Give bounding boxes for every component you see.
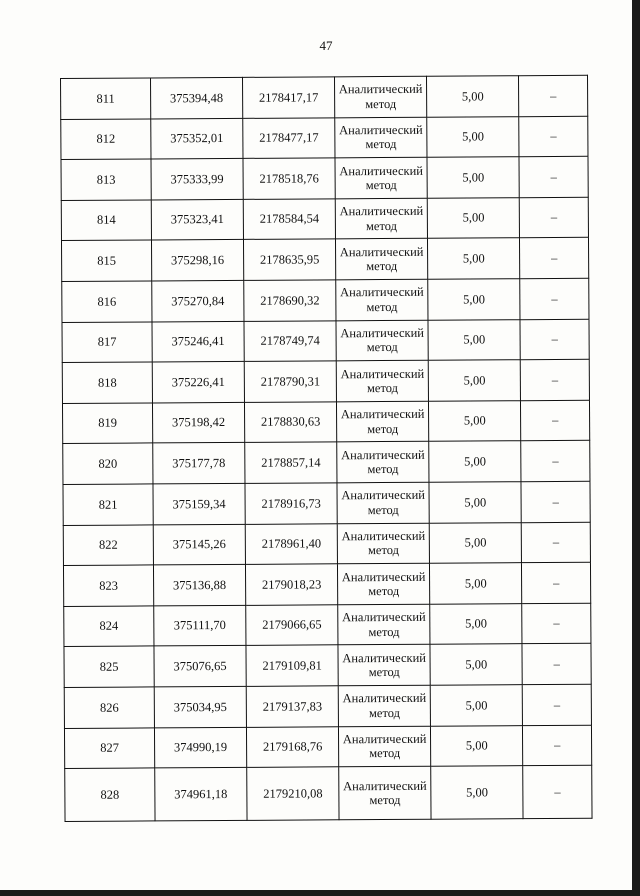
error-cell: 5,00 — [428, 238, 520, 279]
table-row-826 — [64, 684, 591, 728]
point-number-cell: 824 — [64, 606, 154, 647]
error-cell: 5,00 — [428, 319, 520, 360]
method-cell: Аналитический метод — [338, 645, 430, 686]
table-row-817 — [62, 319, 589, 363]
error-cell: 5,00 — [427, 197, 519, 238]
x-coordinate-cell: 375352,01 — [151, 118, 243, 159]
method-cell: Аналитический метод — [337, 482, 429, 523]
table-row-827 — [64, 725, 591, 769]
method-cell: Аналитический метод — [335, 198, 427, 239]
y-coordinate-cell: 2178857,14 — [245, 442, 337, 483]
method-cell: Аналитический метод — [335, 76, 427, 117]
table-row-811 — [61, 75, 588, 119]
method-cell: Аналитический метод — [337, 442, 429, 483]
x-coordinate-cell: 375270,84 — [152, 280, 244, 321]
y-coordinate-cell: 2178635,95 — [243, 239, 335, 280]
y-coordinate-cell: 2178584,54 — [243, 199, 335, 240]
table-row-816 — [62, 278, 589, 322]
x-coordinate-cell: 375111,70 — [154, 605, 246, 646]
error-cell: 5,00 — [430, 603, 522, 644]
error-cell: 5,00 — [428, 360, 520, 401]
method-cell: Аналитический метод — [338, 604, 430, 645]
x-coordinate-cell: 374990,19 — [154, 727, 246, 768]
note-cell: – — [522, 684, 591, 725]
note-cell: – — [521, 481, 590, 522]
error-cell: 5,00 — [430, 563, 522, 604]
table-row-820 — [63, 441, 590, 485]
error-cell: 5,00 — [429, 482, 521, 523]
error-cell: 5,00 — [429, 400, 521, 441]
error-cell: 5,00 — [427, 157, 519, 198]
method-cell: Аналитический метод — [337, 523, 429, 564]
y-coordinate-cell: 2179018,23 — [245, 564, 337, 605]
x-coordinate-cell: 375177,78 — [153, 443, 245, 484]
method-cell: Аналитический метод — [336, 360, 428, 401]
method-cell: Аналитический метод — [339, 766, 431, 820]
error-cell: 5,00 — [427, 76, 519, 117]
method-cell: Аналитический метод — [335, 157, 427, 198]
error-cell: 5,00 — [431, 766, 523, 820]
note-cell: – — [520, 238, 589, 279]
point-number-cell: 820 — [63, 443, 153, 484]
y-coordinate-cell: 2179137,83 — [246, 686, 338, 727]
coordinates-table-body — [61, 75, 593, 821]
error-cell: 5,00 — [431, 725, 523, 766]
y-coordinate-cell: 2179210,08 — [247, 767, 339, 821]
y-coordinate-cell: 2178417,17 — [242, 77, 334, 118]
point-number-cell: 818 — [62, 362, 152, 403]
page-number: 47 — [319, 38, 333, 53]
point-number-cell: 828 — [65, 768, 155, 822]
table-row-812 — [61, 116, 588, 160]
x-coordinate-cell: 375323,41 — [151, 199, 243, 240]
note-cell: – — [522, 562, 591, 603]
point-number-cell: 822 — [63, 524, 153, 565]
note-cell: – — [523, 725, 592, 766]
y-coordinate-cell: 2178916,73 — [245, 483, 337, 524]
table-row-824 — [64, 603, 591, 647]
note-cell: – — [521, 400, 590, 441]
table-row-819 — [62, 400, 589, 444]
x-coordinate-cell: 375034,95 — [154, 686, 246, 727]
note-cell: – — [523, 765, 592, 818]
y-coordinate-cell: 2178518,76 — [243, 158, 335, 199]
x-coordinate-cell: 375076,65 — [154, 646, 246, 687]
y-coordinate-cell: 2178961,40 — [245, 523, 337, 564]
method-cell: Аналитический метод — [337, 401, 429, 442]
method-cell: Аналитический метод — [336, 239, 428, 280]
note-cell: – — [520, 278, 589, 319]
y-coordinate-cell: 2179168,76 — [246, 726, 338, 767]
note-cell: – — [520, 359, 589, 400]
x-coordinate-cell: 375246,41 — [152, 321, 244, 362]
x-coordinate-cell: 375226,41 — [152, 362, 244, 403]
x-coordinate-cell: 375298,16 — [151, 240, 243, 281]
method-cell: Аналитический метод — [336, 320, 428, 361]
x-coordinate-cell: 375333,99 — [151, 159, 243, 200]
table-row-814 — [61, 197, 588, 241]
table-row-821 — [63, 481, 590, 525]
error-cell: 5,00 — [428, 279, 520, 320]
note-cell: – — [522, 644, 591, 685]
point-number-cell: 817 — [62, 322, 152, 363]
x-coordinate-cell: 375198,42 — [152, 402, 244, 443]
point-number-cell: 821 — [63, 484, 153, 525]
y-coordinate-cell: 2178477,17 — [243, 117, 335, 158]
y-coordinate-cell: 2178790,31 — [244, 361, 336, 402]
note-cell: – — [521, 522, 590, 563]
x-coordinate-cell: 375394,48 — [150, 77, 242, 118]
table-row-825 — [64, 644, 591, 688]
note-cell: – — [519, 116, 588, 157]
y-coordinate-cell: 2178690,32 — [244, 280, 336, 321]
point-number-cell: 811 — [61, 78, 151, 119]
note-cell: – — [522, 603, 591, 644]
point-number-cell: 814 — [61, 200, 151, 241]
x-coordinate-cell: 374961,18 — [155, 767, 247, 821]
method-cell: Аналитический метод — [335, 117, 427, 158]
point-number-cell: 815 — [61, 240, 151, 281]
table-row-822 — [63, 522, 590, 566]
y-coordinate-cell: 2179109,81 — [246, 645, 338, 686]
error-cell: 5,00 — [430, 685, 522, 726]
note-cell: – — [519, 156, 588, 197]
note-cell: – — [520, 319, 589, 360]
coordinates-table — [60, 75, 593, 822]
point-number-cell: 827 — [64, 727, 154, 768]
table-row-823 — [63, 562, 590, 606]
y-coordinate-cell: 2178830,63 — [244, 402, 336, 443]
point-number-cell: 812 — [61, 119, 151, 160]
table-row-813 — [61, 156, 588, 200]
point-number-cell: 816 — [62, 281, 152, 322]
point-number-cell: 813 — [61, 159, 151, 200]
method-cell: Аналитический метод — [336, 279, 428, 320]
error-cell: 5,00 — [427, 116, 519, 157]
error-cell: 5,00 — [429, 522, 521, 563]
table-row-818 — [62, 359, 589, 403]
y-coordinate-cell: 2178749,74 — [244, 320, 336, 361]
note-cell: – — [519, 75, 588, 116]
x-coordinate-cell: 375136,88 — [153, 565, 245, 606]
method-cell: Аналитический метод — [338, 685, 430, 726]
table-row-815 — [61, 238, 588, 282]
point-number-cell: 823 — [63, 565, 153, 606]
point-number-cell: 819 — [62, 403, 152, 444]
point-number-cell: 826 — [64, 687, 154, 728]
table-row-828 — [65, 765, 592, 821]
note-cell: – — [519, 197, 588, 238]
note-cell: – — [521, 441, 590, 482]
x-coordinate-cell: 375159,34 — [153, 483, 245, 524]
y-coordinate-cell: 2179066,65 — [246, 605, 338, 646]
method-cell: Аналитический метод — [339, 726, 431, 767]
point-number-cell: 825 — [64, 646, 154, 687]
method-cell: Аналитический метод — [338, 563, 430, 604]
error-cell: 5,00 — [430, 644, 522, 685]
x-coordinate-cell: 375145,26 — [153, 524, 245, 565]
error-cell: 5,00 — [429, 441, 521, 482]
